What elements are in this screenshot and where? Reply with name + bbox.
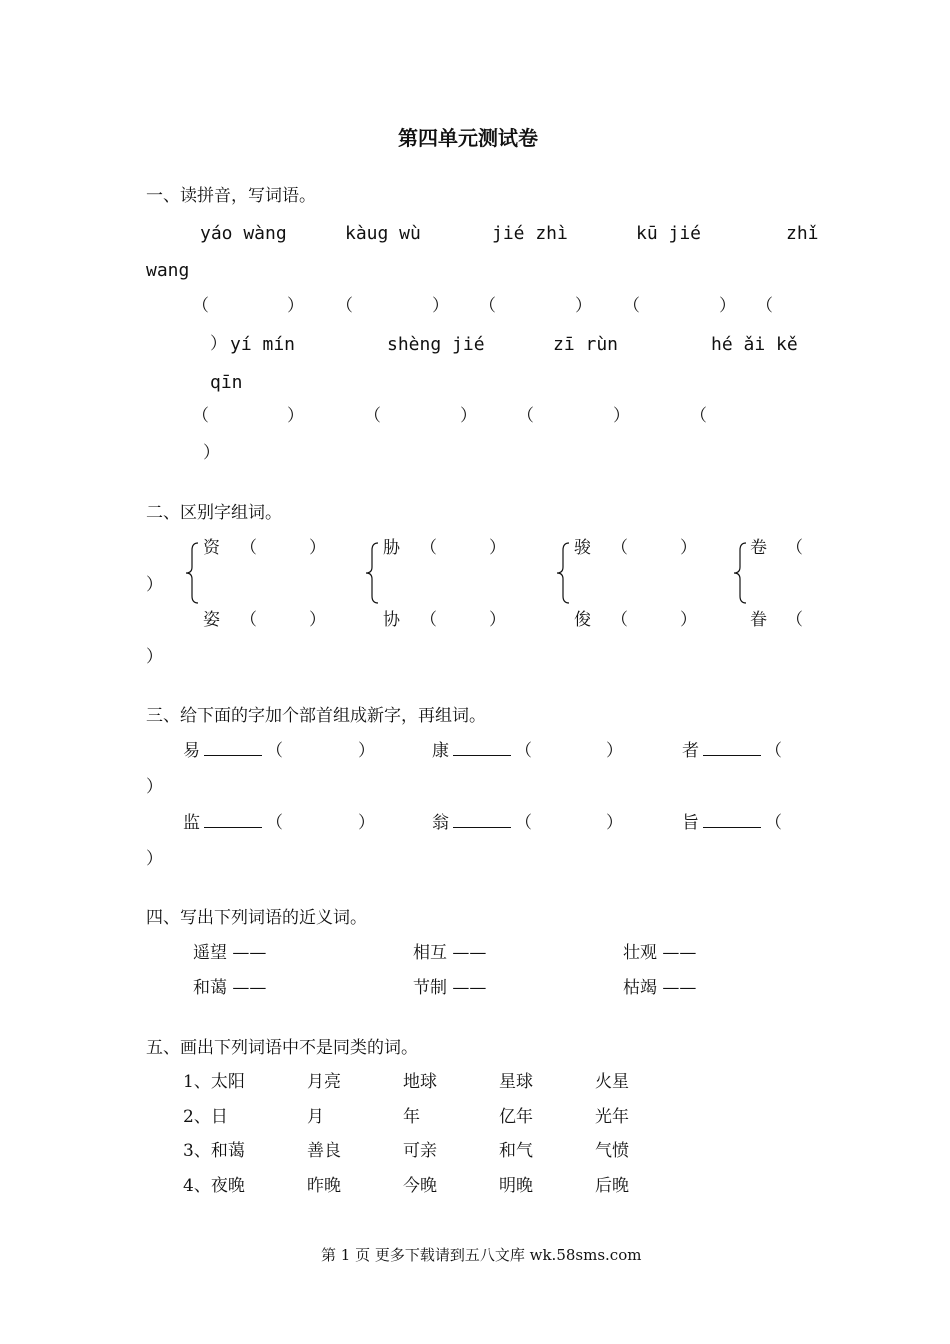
paren-open[interactable]: （ — [623, 296, 640, 316]
brace-icon — [732, 542, 748, 604]
paren-open[interactable]: （ — [611, 538, 628, 558]
paren-close: ） — [146, 575, 163, 595]
radical-item — [682, 743, 782, 760]
synonym-item — [193, 980, 266, 997]
char-bottom-2: 协 — [383, 610, 400, 630]
word-cell[interactable]: 和气 — [499, 1141, 533, 1161]
paren-close: ） — [432, 296, 449, 316]
radical-item — [432, 815, 532, 832]
paren-open[interactable]: （ — [192, 406, 209, 426]
synonym-word: 节制 — [413, 978, 447, 998]
synonym-word: 枯竭 — [623, 978, 657, 998]
paren-open[interactable]: （ — [240, 610, 257, 630]
radical-item — [682, 815, 782, 832]
synonym-item — [413, 945, 486, 962]
radical-item — [183, 815, 283, 832]
word-cell[interactable]: 地球 — [403, 1072, 437, 1092]
fill-blank[interactable] — [703, 826, 761, 828]
pinyin-2-1: yí mín — [230, 334, 296, 355]
paren-open[interactable]: （ — [192, 296, 209, 316]
paren-open[interactable]: （ — [690, 406, 707, 426]
char-top-1: 资 — [203, 538, 220, 558]
char-bottom-1: 姿 — [203, 610, 220, 630]
paren-close: ） — [680, 610, 697, 630]
char-bottom-4: 眷 — [750, 610, 767, 630]
radical-char: 旨 — [682, 813, 699, 833]
paren-open[interactable]: （ — [756, 296, 773, 316]
pinyin-1-5-wrap: wang — [146, 260, 190, 281]
page-title: 第四单元测试卷 — [398, 126, 538, 150]
brace-icon — [364, 542, 380, 604]
word-cell[interactable]: 1、太阳 — [183, 1072, 245, 1092]
char-top-2: 胁 — [383, 538, 400, 558]
word-cell[interactable]: 月 — [307, 1107, 324, 1127]
word-cell[interactable]: 月亮 — [307, 1072, 341, 1092]
synonym-word: 壮观 — [623, 943, 657, 963]
paren-close: ） — [210, 334, 227, 354]
word-cell[interactable]: 后晚 — [595, 1176, 629, 1196]
synonym-item — [623, 980, 696, 997]
word-cell[interactable]: 今晚 — [403, 1176, 437, 1196]
paren-open[interactable]: （ — [266, 813, 283, 833]
radical-item — [432, 743, 532, 760]
paren-close: ） — [489, 610, 506, 630]
section-2-heading: 二、区别字组词。 — [146, 503, 282, 523]
synonym-item — [193, 945, 266, 962]
paren-open[interactable]: （ — [364, 406, 381, 426]
answer-dash[interactable]: —— — [232, 943, 267, 963]
paren-open[interactable]: （ — [611, 610, 628, 630]
paren-open[interactable]: （ — [479, 296, 496, 316]
word-cell[interactable]: 火星 — [595, 1072, 629, 1092]
word-cell[interactable]: 2、日 — [183, 1107, 228, 1127]
paren-close: ） — [309, 538, 326, 558]
word-cell[interactable]: 星球 — [499, 1072, 533, 1092]
word-cell[interactable]: 昨晚 — [307, 1176, 341, 1196]
word-cell[interactable]: 4、夜晚 — [183, 1176, 245, 1196]
answer-dash[interactable]: —— — [662, 978, 697, 998]
word-cell[interactable]: 亿年 — [499, 1107, 533, 1127]
paren-open[interactable]: （ — [336, 296, 353, 316]
paren-close: ） — [287, 296, 304, 316]
pinyin-2-2: shèng jié — [387, 334, 485, 355]
paren-close: ） — [606, 741, 623, 761]
pinyin-1-3: jié zhì — [492, 223, 568, 244]
pinyin-2-3: zī rùn — [553, 334, 619, 355]
paren-close: ） — [575, 296, 592, 316]
word-cell[interactable]: 光年 — [595, 1107, 629, 1127]
fill-blank[interactable] — [204, 826, 262, 828]
paren-close: ） — [287, 406, 304, 426]
fill-blank[interactable] — [703, 754, 761, 756]
paren-open[interactable]: （ — [420, 610, 437, 630]
word-cell[interactable]: 善良 — [307, 1141, 341, 1161]
word-cell[interactable]: 3、和蔼 — [183, 1141, 245, 1161]
paren-close: ） — [606, 813, 623, 833]
paren-open[interactable]: （ — [786, 538, 803, 558]
radical-char: 易 — [183, 741, 200, 761]
answer-dash[interactable]: —— — [232, 978, 267, 998]
page-footer: 第 1 页 更多下载请到五八文库 wk.58sms.com — [321, 1246, 642, 1264]
synonym-word: 遥望 — [193, 943, 227, 963]
pinyin-1-4: kū jié — [636, 223, 702, 244]
word-cell[interactable]: 年 — [403, 1107, 420, 1127]
paren-open[interactable]: （ — [786, 610, 803, 630]
char-top-4: 卷 — [750, 538, 767, 558]
radical-char: 翁 — [432, 813, 449, 833]
paren-close: ） — [203, 443, 220, 463]
paren-open[interactable]: （ — [240, 538, 257, 558]
radical-item — [183, 743, 283, 760]
paren-close: ） — [719, 296, 736, 316]
word-cell[interactable]: 明晚 — [499, 1176, 533, 1196]
answer-dash[interactable]: —— — [452, 943, 487, 963]
paren-close: ） — [146, 849, 163, 869]
section-5-heading: 五、画出下列词语中不是同类的词。 — [146, 1038, 418, 1058]
paren-open[interactable]: （ — [765, 813, 782, 833]
paren-open[interactable]: （ — [515, 741, 532, 761]
brace-icon — [184, 542, 200, 604]
paren-close: ） — [680, 538, 697, 558]
brace-icon — [555, 542, 571, 604]
synonym-word: 和蔼 — [193, 978, 227, 998]
paren-open[interactable]: （ — [515, 813, 532, 833]
fill-blank[interactable] — [453, 826, 511, 828]
synonym-item — [413, 980, 486, 997]
section-1-heading: 一、读拼音，写词语。 — [146, 186, 316, 206]
answer-dash[interactable]: —— — [662, 943, 697, 963]
fill-blank[interactable] — [204, 754, 262, 756]
word-cell[interactable]: 可亲 — [403, 1141, 437, 1161]
paren-close: ） — [613, 406, 630, 426]
pinyin-2-4-wrap: qīn — [210, 372, 243, 393]
section-4-heading: 四、写出下列词语的近义词。 — [146, 908, 367, 928]
char-bottom-3: 俊 — [574, 610, 591, 630]
word-cell[interactable]: 气愤 — [595, 1141, 629, 1161]
radical-char: 监 — [183, 813, 200, 833]
synonym-word: 相互 — [413, 943, 447, 963]
paren-close: ） — [489, 538, 506, 558]
paren-open[interactable]: （ — [517, 406, 534, 426]
pinyin-1-1: yáo wàng — [200, 223, 287, 244]
paren-close: ） — [358, 741, 375, 761]
synonym-item — [623, 945, 696, 962]
pinyin-1-5: zhǐ — [786, 223, 819, 244]
radical-char: 康 — [432, 741, 449, 761]
pinyin-2-4: hé ǎi kě — [711, 334, 798, 355]
paren-open[interactable]: （ — [420, 538, 437, 558]
paren-close: ） — [309, 610, 326, 630]
pinyin-1-2: kàug wù — [345, 223, 421, 244]
char-top-3: 骏 — [574, 538, 591, 558]
paren-open[interactable]: （ — [266, 741, 283, 761]
section-3-heading: 三、给下面的字加个部首组成新字，再组词。 — [146, 706, 486, 726]
paren-open[interactable]: （ — [765, 741, 782, 761]
fill-blank[interactable] — [453, 754, 511, 756]
paren-close: ） — [358, 813, 375, 833]
answer-dash[interactable]: —— — [452, 978, 487, 998]
paren-close: ） — [460, 406, 477, 426]
paren-close: ） — [146, 647, 163, 667]
radical-char: 者 — [682, 741, 699, 761]
paren-close: ） — [146, 777, 163, 797]
